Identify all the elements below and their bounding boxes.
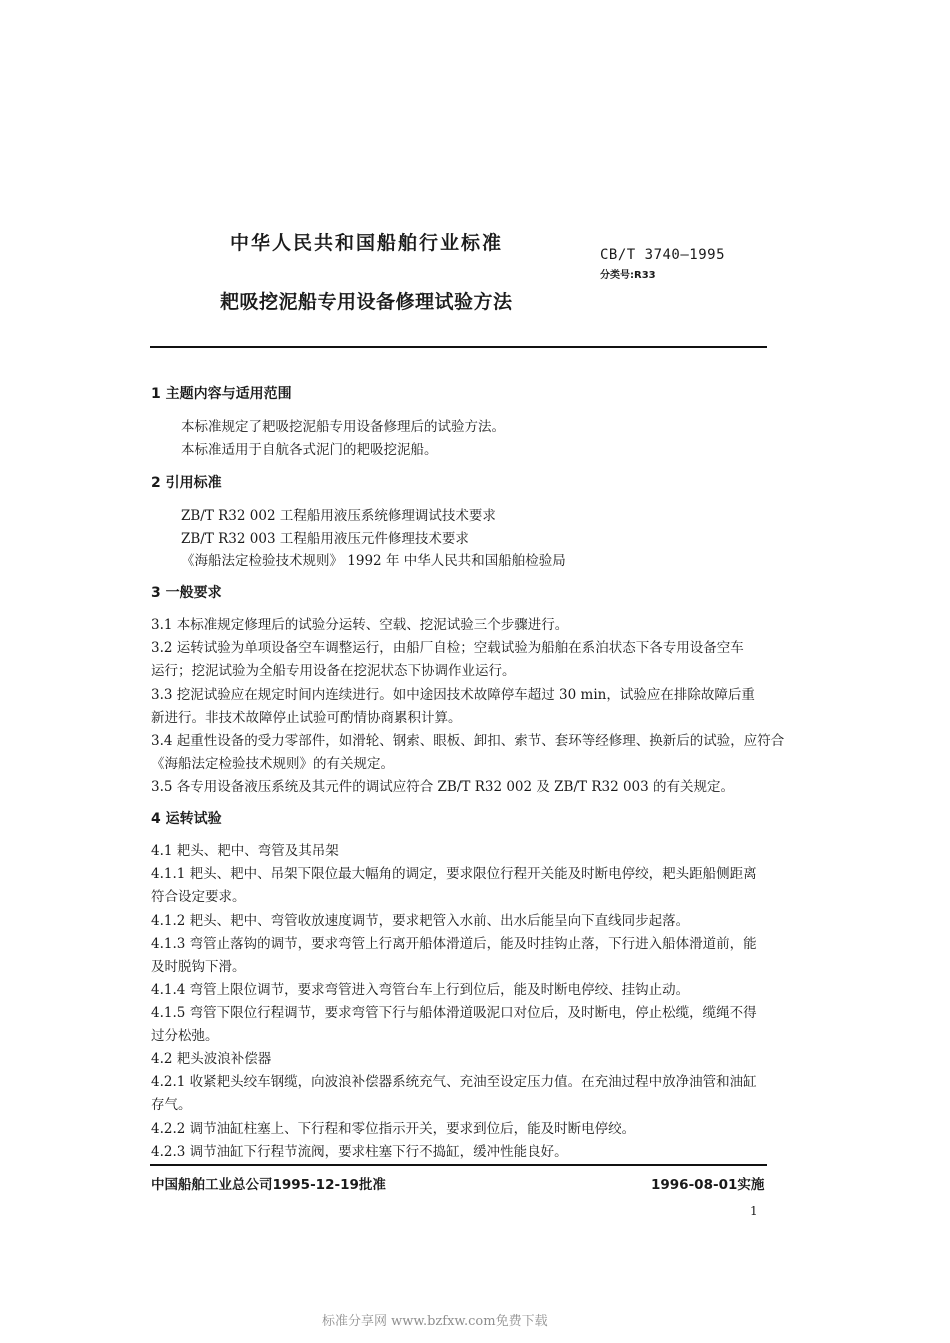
clause-4-2: 4.2 耙头波浪补偿器 bbox=[151, 1051, 272, 1067]
clause-4-1-1-continued: 符合设定要求。 bbox=[151, 889, 246, 905]
section-2-heading: 2 引用标准 bbox=[151, 475, 222, 491]
clause-3-4-continued: 《海船法定检验技术规则》的有关规定。 bbox=[151, 756, 394, 772]
clause-3-2: 3.2 运转试验为单项设备空车调整运行，由船厂自检；空载试验为船舶在系泊状态下各专用设备空车 bbox=[151, 640, 744, 656]
clause-4-1-3-continued: 及时脱钩下滑。 bbox=[151, 959, 246, 975]
clause-3-1: 3.1 本标准规定修理后的试验分运转、空载、挖泥试验三个步骤进行。 bbox=[151, 617, 569, 633]
clause-4-2-3: 4.2.3 调节油缸下行程节流阀，要求柱塞下行不捣缸，缓冲性能良好。 bbox=[151, 1144, 568, 1160]
classification-number: 分类号:R33 bbox=[600, 270, 656, 281]
clause-3-2-continued: 运行；挖泥试验为全船专用设备在挖泥状态下协调作业运行。 bbox=[151, 663, 516, 679]
standard-number: CB/T 3740—1995 bbox=[600, 247, 726, 263]
header-divider bbox=[150, 346, 767, 348]
clause-3-4: 3.4 起重性设备的受力零部件，如滑轮、钢索、眼板、卸扣、索节、套环等经修理、换新后的试验，应符合 bbox=[151, 733, 785, 749]
watermark: 标准分享网 www.bzfxw.com免费下载 bbox=[322, 1314, 548, 1329]
section-1-heading: 1 主题内容与适用范围 bbox=[151, 386, 292, 402]
section-4-heading: 4 运转试验 bbox=[151, 811, 222, 827]
clause-4-2-1-continued: 存气。 bbox=[151, 1097, 192, 1113]
implementation-date: 1996-08-01实施 bbox=[651, 1177, 765, 1193]
footer-divider bbox=[150, 1164, 767, 1166]
clause-4-2-1: 4.2.1 收紧耙头绞车钢缆，向波浪补偿器系统充气、充油至设定压力值。在充油过程中放净油管和油缸 bbox=[151, 1074, 757, 1090]
clause-4-1-2: 4.1.2 耙头、耙中、弯管收放速度调节，要求耙管入水前、出水后能呈向下直线同步起落。 bbox=[151, 913, 690, 929]
reference-item: ZB/T R32 003 工程船用液压元件修理技术要求 bbox=[181, 531, 469, 547]
clause-4-1-1: 4.1.1 耙头、耙中、吊架下限位最大幅角的调定，要求限位行程开关能及时断电停绞，耙头距船侧距离 bbox=[151, 866, 757, 882]
clause-4-2-2: 4.2.2 调节油缸柱塞上、下行程和零位指示开关，要求到位后，能及时断电停绞。 bbox=[151, 1121, 636, 1137]
clause-4-1-3: 4.1.3 弯管止落钩的调节，要求弯管上行离开船体滑道后，能及时挂钩止落，下行进入船体滑道前，能 bbox=[151, 936, 757, 952]
org-title: 中华人民共和国船舶行业标准 bbox=[230, 232, 504, 254]
reference-item: ZB/T R32 002 工程船用液压系统修理调试技术要求 bbox=[181, 508, 496, 524]
clause-4-1: 4.1 耙头、耙中、弯管及其吊架 bbox=[151, 843, 339, 859]
clause-4-1-5-continued: 过分松弛。 bbox=[151, 1028, 219, 1044]
clause-3-3-continued: 新进行。非技术故障停止试验可酌情协商累积计算。 bbox=[151, 710, 462, 726]
clause-4-1-5: 4.1.5 弯管下限位行程调节，要求弯管下行与船体滑道吸泥口对位后，及时断电，停止松缆，缆绳不得 bbox=[151, 1005, 757, 1021]
approval-line: 中国船舶工业总公司1995-12-19批准 bbox=[151, 1177, 386, 1193]
page-number: 1 bbox=[750, 1204, 758, 1218]
reference-item: 《海船法定检验技术规则》 1992 年 中华人民共和国船舶检验局 bbox=[181, 553, 566, 569]
clause-4-1-4: 4.1.4 弯管上限位调节，要求弯管进入弯管台车上行到位后，能及时断电停绞、挂钩止动。 bbox=[151, 982, 690, 998]
document-title: 耙吸挖泥船专用设备修理试验方法 bbox=[220, 291, 513, 313]
clause-3-3: 3.3 挖泥试验应在规定时间内连续进行。如中途因技术故障停车超过 30 min，试验应在排除故障后重 bbox=[151, 687, 755, 703]
clause-3-5: 3.5 各专用设备液压系统及其元件的调试应符合 ZB/T R32 002 及 ZB/T R32 003 的有关规定。 bbox=[151, 779, 735, 795]
section-1-paragraph-2: 本标准适用于自航各式泥门的耙吸挖泥船。 bbox=[181, 442, 438, 458]
section-3-heading: 3 一般要求 bbox=[151, 585, 222, 601]
section-1-paragraph-1: 本标准规定了耙吸挖泥船专用设备修理后的试验方法。 bbox=[181, 419, 505, 435]
